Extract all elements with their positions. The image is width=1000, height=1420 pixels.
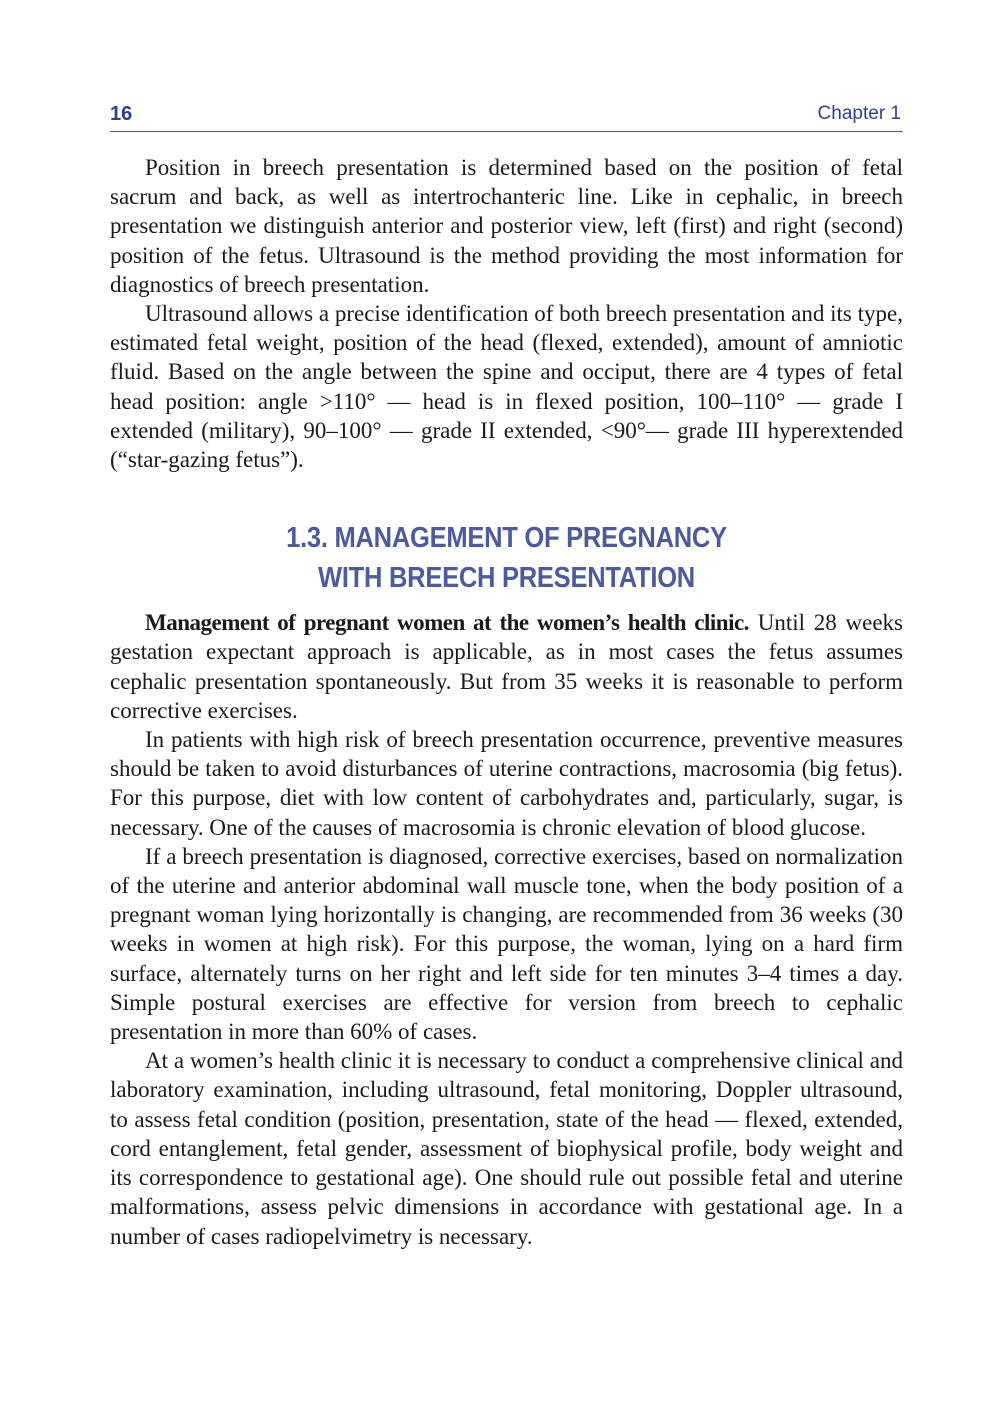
section-heading-line-1: 1.3. MANAGEMENT OF PREGNANCY bbox=[286, 522, 727, 555]
section-heading-line-2: WITH BREECH PRESENTATION bbox=[318, 562, 695, 595]
paragraph-ultrasound: Ultrasound allows a precise identification of both breech presentation and its type, estimated fetal weight, position of the head (flexed, extended), amount of amniotic fluid. Based on the angle between the spine and occiput, there are 4 types of fetal head position: angle >110° — head is in flexed position, 100–110° — grade I extended (military), 90–100° — grade II extended, <90°— grade III hyperextended (“star-gazing fetus”). bbox=[110, 301, 903, 473]
paragraph-management-text: Until 28 weeks gestation expectant approach is applicable, as in most cases the fetus assumes cephalic presentation spontaneously. But from 35 weeks it is reasonable to perform corrective exercises. bbox=[110, 610, 903, 723]
run-in-heading: Management of pregnant women at the women’s health clinic. bbox=[145, 610, 749, 636]
paragraph-breech-position: Position in breech presentation is determined based on the position of fetal sacrum and back, as well as intertrochanteric line. Like in cephalic, in breech presentation we distinguish anterior and posterior view, left (first) and right (second) position of the fetus. Ultrasound is the method providing the most information for diagnostics of breech presentation. bbox=[110, 155, 903, 297]
paragraph-high-risk: In patients with high risk of breech presentation occurrence, preventive measures should be taken to avoid disturbances of uterine contractions, macrosomia (big fetus). For this purpose, diet with low content of carbohydrates and, particularly, sugar, is necessary. One of the causes of macrosomia is chronic elevation of blood glucose. bbox=[110, 727, 903, 840]
page-number: 16 bbox=[110, 103, 133, 125]
paragraph-examination: At a women’s health clinic it is necessary to conduct a comprehensive clinical and laboratory examination, including ultrasound, fetal monitoring, Doppler ultrasound, to assess fetal condition (position, presentation, state of the head — flexed, extended, cord entanglement, fetal gender, assessment of biophysical profile, body weight and its correspondence to gestational age). One should rule out possible fetal and uterine malformations, assess pelvic dimensions in accordance with gestational age. In a number of cases radiopelvimetry is necessary. bbox=[110, 1048, 903, 1249]
chapter-label: Chapter 1 bbox=[817, 103, 901, 124]
section-heading bbox=[158, 518, 856, 598]
running-header bbox=[110, 100, 903, 132]
body-text bbox=[110, 153, 903, 1251]
paragraph-corrective-exercises: If a breech presentation is diagnosed, corrective exercises, based on normalization of the uterine and anterior abdominal wall muscle tone, when the body position of a pregnant woman lying horizontally is changing, are recommended from 36 weeks (30 weeks in women at high risk). For this purpose, the woman, lying on a hard firm surface, alternately turns on her right and left side for ten minutes 3–4 times a day. Simple postural exercises are effective for version from breech to cephalic presentation in more than 60% of cases. bbox=[110, 843, 903, 1045]
paragraph-management-clinic bbox=[110, 608, 903, 725]
